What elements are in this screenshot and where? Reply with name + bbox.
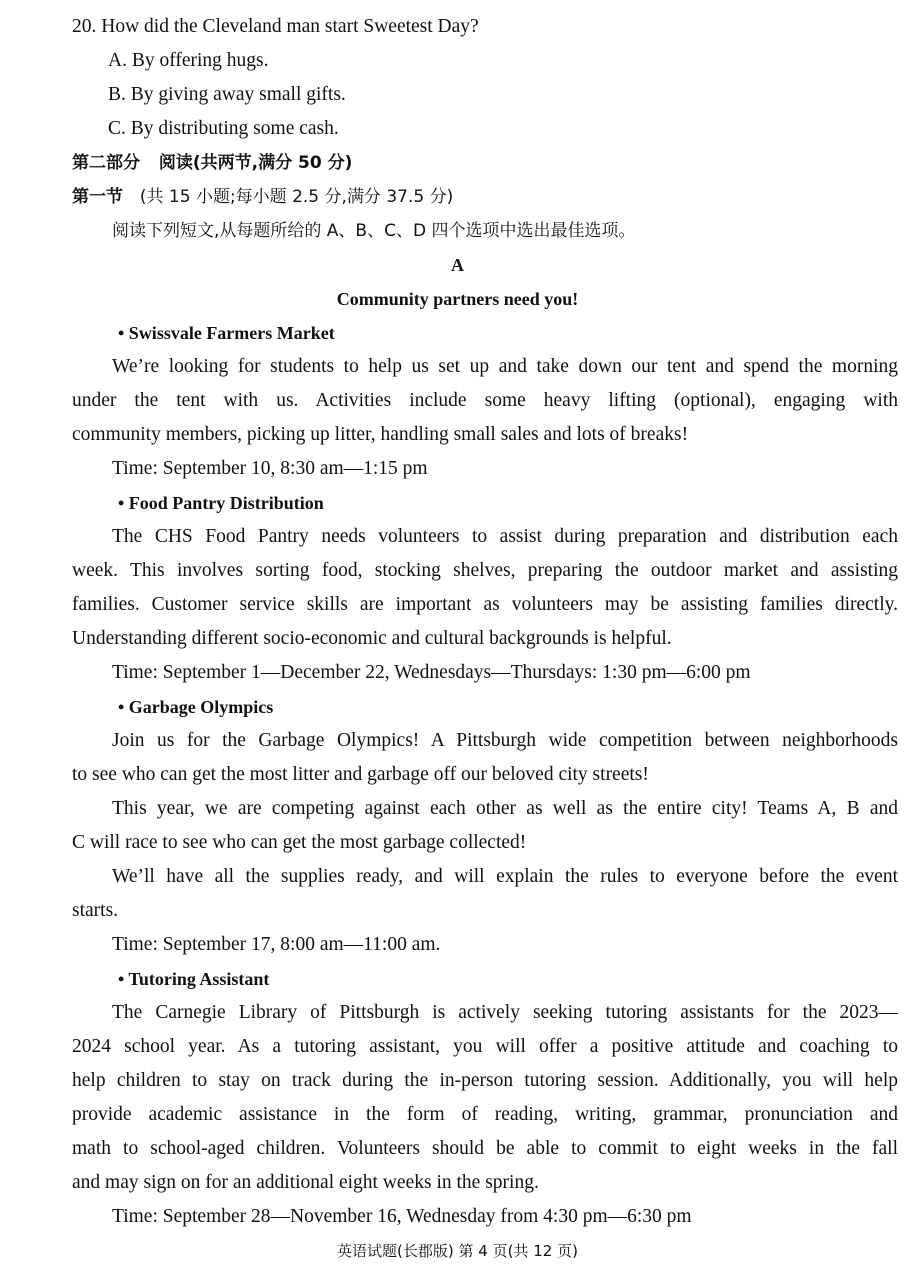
section-one-label: 第一节 [72,187,123,207]
question-20-stem: 20. How did the Cleveland man start Sweetest Day? [72,16,479,37]
paragraph-line: under the tent with us. Activities include some heavy lifting (optional), engaging with [72,390,898,411]
paragraph-line: and may sign on for an additional eight weeks in the spring. [72,1172,539,1193]
paragraph-line: math to school-aged children. Volunteers should be able to commit to eight weeks in the fall [72,1138,898,1159]
paragraph-line: families. Customer service skills are important as volunteers may be assisting families directly. [72,594,898,615]
page-footer: 英语试题(长郡版) 第 4 页(共 12 页) [337,1242,578,1260]
item-time-tutoring-assistant: Time: September 28—November 16, Wednesday from 4:30 pm—6:30 pm [112,1206,692,1227]
paragraph-line: Understanding different socio-economic and cultural backgrounds is helpful. [72,628,672,649]
item-time-farmers-market: Time: September 10, 8:30 am—1:15 pm [112,458,428,479]
paragraph-line: We’ll have all the supplies ready, and will explain the rules to everyone before the event [112,866,898,887]
paragraph-line: This year, we are competing against each other as well as the entire city! Teams A, B and [112,798,898,819]
paragraph-line: to see who can get the most litter and garbage off our beloved city streets! [72,764,649,785]
paragraph-line: week. This involves sorting food, stocking shelves, preparing the outdoor market and assisting [72,560,898,581]
item-heading-farmers-market: • Swissvale Farmers Market [118,323,335,343]
item-heading-garbage-olympics: • Garbage Olympics [118,697,274,717]
paragraph-line: provide academic assistance in the form of reading, writing, grammar, pronunciation and [72,1104,898,1125]
item-time-garbage-olympics: Time: September 17, 8:00 am—11:00 am. [112,934,441,955]
question-20-option-a: A. By offering hugs. [108,50,269,71]
paragraph-line: Join us for the Garbage Olympics! A Pittsburgh wide competition between neighborhoods [112,730,898,751]
paragraph-line: C will race to see who can get the most garbage collected! [72,832,527,853]
paragraph-line: starts. [72,900,119,921]
paragraph-line: The CHS Food Pantry needs volunteers to assist during preparation and distribution each [112,526,898,547]
item-time-food-pantry: Time: September 1—December 22, Wednesdays—Thursdays: 1:30 pm—6:00 pm [112,662,751,683]
part-two-desc: 阅读(共两节,满分 50 分) [158,153,353,173]
paragraph-line: We’re looking for students to help us set up and take down our tent and spend the morning [112,356,898,377]
reading-instruction: 阅读下列短文,从每题所给的 A、B、C、D 四个选项中选出最佳选项。 [112,221,636,241]
section-one-desc: (共 15 小题;每小题 2.5 分,满分 37.5 分) [139,187,454,207]
part-two-label: 第二部分 [72,153,140,173]
paragraph-line: help children to stay on track during the in-person tutoring session. Additionally, you will help [72,1070,898,1091]
passage-letter: A [451,255,464,275]
paragraph-line: The Carnegie Library of Pittsburgh is actively seeking tutoring assistants for the 2023— [112,1002,898,1023]
item-heading-food-pantry: • Food Pantry Distribution [118,493,324,513]
section-one-header [72,180,453,214]
paragraph-line: 2024 school year. As a tutoring assistant, you will offer a positive attitude and coaching to [72,1036,898,1057]
question-20-option-c: C. By distributing some cash. [108,118,339,139]
question-20-option-b: B. By giving away small gifts. [108,84,346,105]
paragraph-line: community members, picking up litter, handling small sales and lots of breaks! [72,424,689,445]
passage-title: Community partners need you! [336,289,579,309]
part-two-header [72,146,352,180]
item-heading-tutoring-assistant: • Tutoring Assistant [118,969,270,989]
